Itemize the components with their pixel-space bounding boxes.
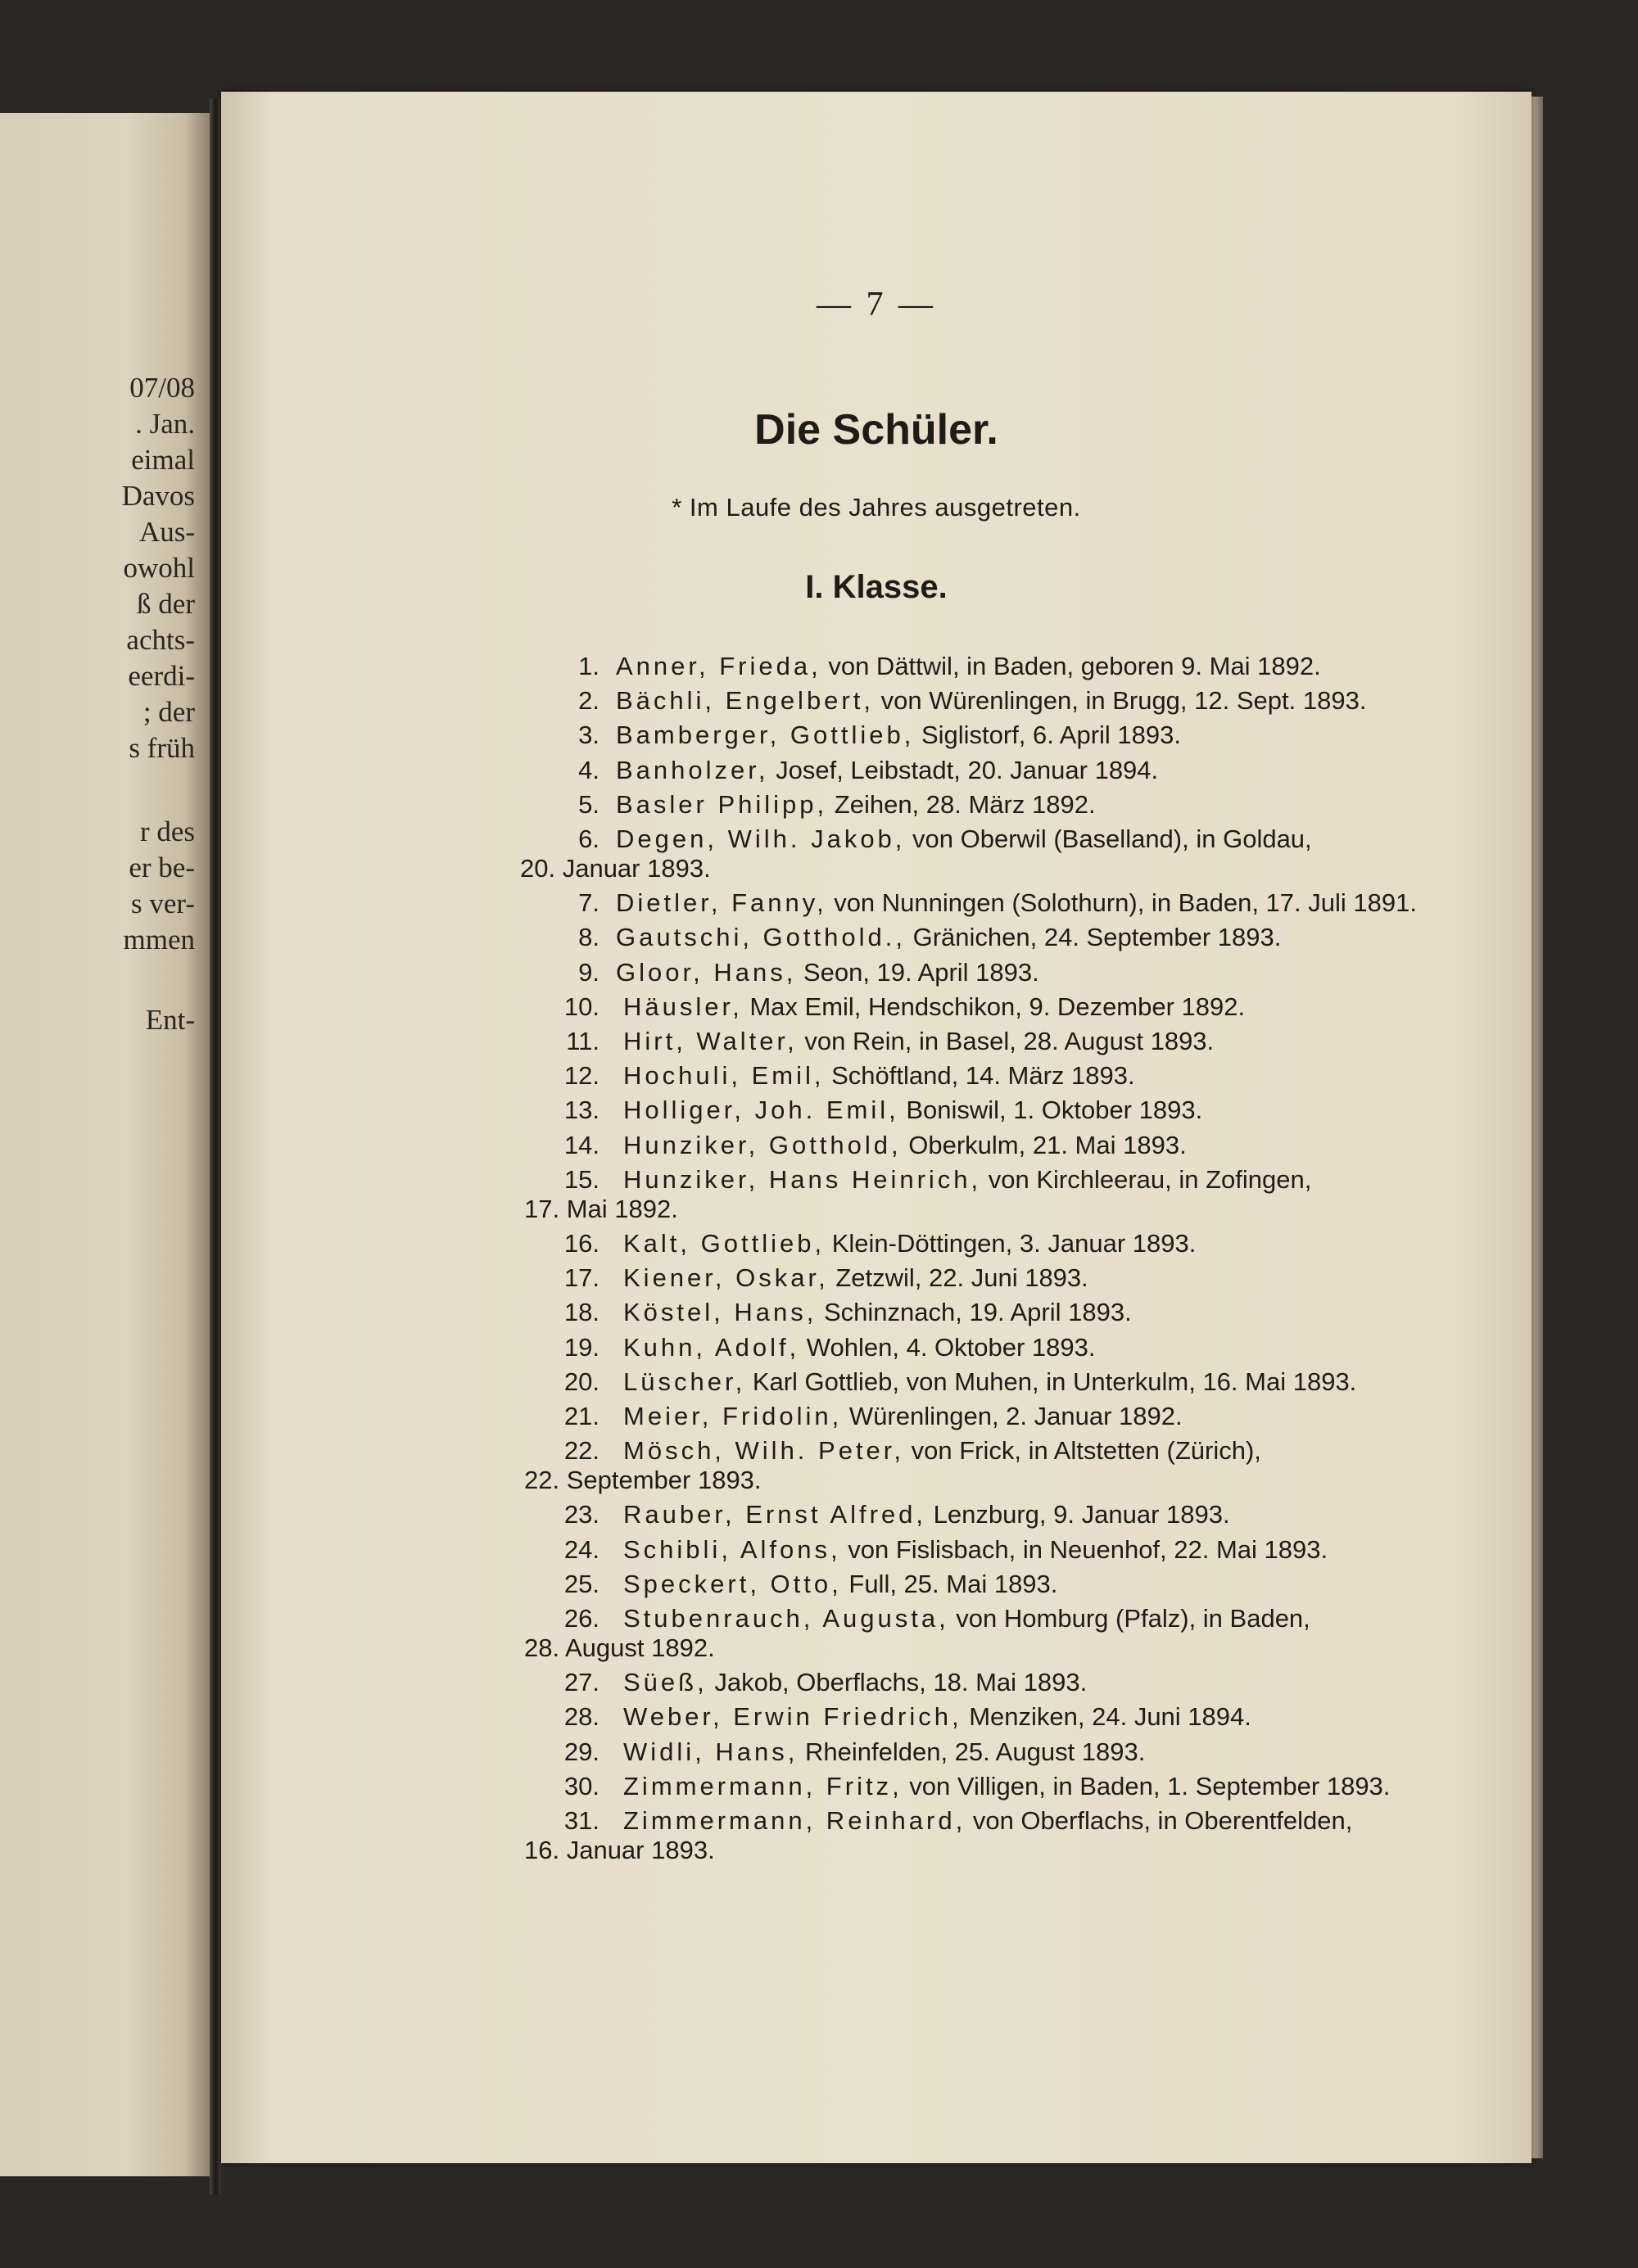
entry-text — [623, 1132, 1187, 1158]
entry-number: 20. — [563, 1367, 600, 1396]
student-details: Full, 25. Mai 1893. — [841, 1569, 1058, 1598]
class-heading: I. Klasse. — [805, 569, 948, 605]
student-name: Weber, Erwin Friedrich, — [623, 1702, 962, 1732]
prev-page-line: ß der — [137, 588, 195, 620]
entry-number: 19. — [563, 1332, 600, 1362]
student-name: Lüscher, — [623, 1367, 746, 1396]
prev-page-line: s früh — [129, 732, 195, 764]
student-details: von Fislisbach, in Neuenhof, 22. Mai 1893. — [840, 1534, 1328, 1564]
student-name: Dietler, Fanny, — [616, 888, 827, 918]
student-details: Karl Gottlieb, von Muhen, in Unterkulm, 16. Mai 1893. — [745, 1367, 1357, 1396]
entry-text — [623, 1097, 1202, 1123]
prev-page-line: ; der — [143, 696, 195, 728]
continuation-text: 28. August 1892. — [524, 1633, 715, 1662]
entry-text — [616, 957, 1039, 987]
student-name: Stubenrauch, Augusta, — [623, 1604, 949, 1633]
entry-number: 8. — [578, 923, 600, 952]
student-details: Klein-Döttingen, 3. Januar 1893. — [825, 1229, 1197, 1258]
entry-number: 4. — [578, 755, 600, 784]
student-details: von Dättwil, in Baden, geboren 9. Mai 1892. — [821, 652, 1321, 680]
entry-text — [623, 1061, 1135, 1091]
entry-text — [623, 1534, 1328, 1564]
entry-number: 16. — [563, 1229, 600, 1258]
student-name: Rauber, Ernst Alfred, — [623, 1500, 927, 1529]
entry-text — [616, 686, 1367, 716]
student-details: Rheinfelden, 25. August 1893. — [798, 1737, 1146, 1766]
student-name: Süeß, — [623, 1668, 708, 1697]
entry-number: 21. — [563, 1402, 600, 1430]
entry-text — [623, 1502, 1230, 1527]
prev-page-line: Aus- — [138, 516, 195, 548]
prev-page-line: owohl — [123, 552, 195, 584]
student-details: Boniswil, 1. Oktober 1893. — [898, 1096, 1203, 1125]
continuation-text: 20. Januar 1893. — [520, 854, 711, 883]
student-details: Zetzwil, 22. Juni 1893. — [828, 1263, 1088, 1293]
entry-text — [616, 722, 1181, 748]
student-details: Gränichen, 24. September 1893. — [905, 923, 1282, 952]
student-details: Seon, 19. April 1893. — [796, 957, 1039, 987]
entry-text — [623, 1606, 1310, 1631]
student-details: von Kirchleerau, in Zofingen, — [981, 1164, 1312, 1194]
student-name: Kalt, Gottlieb, — [623, 1229, 826, 1258]
student-name: Anner, Frieda, — [616, 652, 821, 680]
student-details: Max Emil, Hendschikon, 9. Dezember 1892. — [742, 992, 1246, 1021]
prev-page-line: achts- — [126, 624, 195, 656]
student-details: von Oberwil (Baselland), in Goldau, — [905, 825, 1312, 853]
entry-number: 18. — [563, 1298, 600, 1327]
entry-number: 27. — [563, 1668, 600, 1697]
entry-number: 11. — [566, 1027, 600, 1055]
entry-number: 24. — [563, 1534, 600, 1564]
prev-page-line: eerdi- — [128, 660, 195, 692]
student-name: Gautschi, Gotthold., — [616, 923, 906, 952]
student-name: Holliger, Joh. Emil, — [623, 1096, 899, 1125]
student-details: von Oberflachs, in Oberentfelden, — [966, 1806, 1353, 1835]
prev-page-line: r des — [139, 815, 195, 847]
student-name: Kiener, Oskar, — [623, 1263, 829, 1293]
student-details: Oberkulm, 21. Mai 1893. — [901, 1130, 1187, 1159]
entry-text — [623, 1332, 1096, 1362]
prev-page-line: Ent- — [145, 1004, 195, 1036]
student-name: Hunziker, Gotthold, — [623, 1130, 902, 1159]
student-details: von Homburg (Pfalz), in Baden, — [948, 1604, 1310, 1633]
entry-text — [623, 1773, 1390, 1799]
entry-number: 1. — [578, 652, 600, 680]
student-name: Zimmermann, Fritz, — [623, 1771, 903, 1800]
student-details: Josef, Leibstadt, 20. Januar 1894. — [768, 755, 1159, 784]
entry-number: 17. — [563, 1263, 600, 1293]
prev-page-line: mmen — [123, 924, 195, 956]
previous-page — [0, 113, 210, 2176]
entry-number: 12. — [563, 1061, 600, 1091]
student-name: Basler Philipp, — [616, 789, 828, 819]
entry-number: 23. — [563, 1500, 600, 1529]
student-list — [221, 92, 1532, 2163]
student-details: Zeihen, 28. März 1892. — [827, 789, 1096, 819]
student-name: Speckert, Otto, — [623, 1569, 842, 1598]
entry-text — [623, 1669, 1087, 1695]
entry-text — [623, 994, 1245, 1019]
document-page — [221, 92, 1532, 2163]
entry-number: 9. — [578, 957, 600, 987]
entry-number: 26. — [563, 1604, 600, 1633]
entry-text — [623, 1436, 1261, 1466]
prev-page-line: 07/08 — [129, 372, 195, 404]
student-name: Häusler, — [623, 992, 743, 1021]
student-details: Menziken, 24. Juni 1894. — [962, 1702, 1251, 1732]
entry-number: 13. — [563, 1096, 600, 1125]
entry-number: 7. — [578, 888, 600, 918]
page-number: — 7 — — [817, 286, 936, 323]
student-name: Gloor, Hans, — [616, 957, 797, 987]
student-details: Jakob, Oberflachs, 18. Mai 1893. — [707, 1668, 1088, 1697]
entry-number: 15. — [563, 1164, 600, 1194]
student-name: Zimmermann, Reinhard, — [623, 1806, 966, 1835]
entry-text — [623, 1231, 1196, 1256]
student-name: Meier, Fridolin, — [623, 1402, 843, 1430]
entry-text — [616, 924, 1281, 950]
student-name: Hochuli, Emil, — [623, 1061, 825, 1091]
student-name: Hunziker, Hans Heinrich, — [623, 1164, 982, 1194]
student-name: Widli, Hans, — [623, 1737, 799, 1766]
entry-text — [623, 1739, 1145, 1764]
student-details: von Frick, in Altstetten (Zürich), — [904, 1436, 1261, 1466]
page-edge — [1532, 97, 1543, 2158]
entry-number: 22. — [563, 1436, 600, 1466]
prev-page-line: s ver- — [130, 888, 195, 919]
entry-text — [623, 1702, 1251, 1732]
book-gutter — [210, 98, 221, 2194]
student-details: Würenlingen, 2. Januar 1892. — [842, 1402, 1183, 1430]
student-details: Lenzburg, 9. Januar 1893. — [926, 1500, 1230, 1529]
prev-page-line: Davos — [121, 480, 195, 512]
student-details: Schinznach, 19. April 1893. — [817, 1298, 1132, 1327]
entry-number: 25. — [563, 1569, 600, 1598]
entry-text — [623, 1571, 1057, 1597]
entry-number: 10. — [563, 992, 600, 1021]
entry-text — [623, 1369, 1356, 1394]
entry-text — [616, 888, 1417, 918]
student-name: Bächli, Engelbert, — [616, 686, 874, 716]
prev-page-line: eimal — [131, 444, 195, 476]
student-details: von Villigen, in Baden, 1. September 1893. — [902, 1771, 1391, 1800]
student-name: Mösch, Wilh. Peter, — [623, 1436, 905, 1466]
entry-number: 30. — [563, 1771, 600, 1800]
student-name: Kuhn, Adolf, — [623, 1332, 800, 1362]
student-name: Banholzer, — [616, 755, 769, 784]
entry-number: 31. — [563, 1806, 600, 1835]
entry-text — [616, 826, 1312, 852]
entry-number: 6. — [578, 825, 600, 853]
continuation-text: 16. Januar 1893. — [524, 1836, 715, 1864]
entry-number: 3. — [578, 721, 600, 750]
student-details: von Nunningen (Solothurn), in Baden, 17. Juli 1891. — [826, 888, 1417, 918]
page-title: Die Schüler. — [754, 406, 998, 454]
footnote-legend: * Im Laufe des Jahres ausgetreten. — [672, 493, 1081, 522]
continuation-text: 17. Mai 1892. — [524, 1194, 678, 1223]
entry-text — [623, 1263, 1088, 1293]
entry-text — [623, 1403, 1183, 1429]
student-name: Köstel, Hans, — [623, 1298, 817, 1327]
entry-number: 29. — [563, 1737, 600, 1766]
student-details: Wohlen, 4. Oktober 1893. — [799, 1332, 1096, 1362]
prev-page-line: . Jan. — [135, 408, 195, 440]
entry-number: 28. — [563, 1702, 600, 1732]
student-details: Schöftland, 14. März 1893. — [824, 1061, 1135, 1091]
entry-number: 2. — [578, 686, 600, 716]
entry-number: 5. — [578, 789, 600, 819]
entry-text — [623, 1164, 1312, 1194]
student-name: Degen, Wilh. Jakob, — [616, 825, 906, 853]
student-details: von Rein, in Basel, 28. August 1893. — [797, 1027, 1215, 1055]
continuation-text: 22. September 1893. — [524, 1466, 762, 1495]
entry-text — [623, 1299, 1132, 1325]
entry-text — [616, 653, 1321, 679]
student-name: Schibli, Alfons, — [623, 1534, 841, 1564]
entry-number: 14. — [563, 1130, 600, 1159]
student-name: Bamberger, Gottlieb, — [616, 721, 915, 750]
entry-text — [623, 1808, 1352, 1833]
student-details: Siglistorf, 6. April 1893. — [914, 721, 1181, 750]
entry-text — [616, 789, 1096, 819]
entry-text — [623, 1028, 1214, 1054]
student-name: Hirt, Walter, — [623, 1027, 798, 1055]
entry-text — [616, 757, 1158, 783]
student-details: von Würenlingen, in Brugg, 12. Sept. 1893. — [873, 686, 1367, 716]
prev-page-line: er be- — [129, 852, 195, 883]
